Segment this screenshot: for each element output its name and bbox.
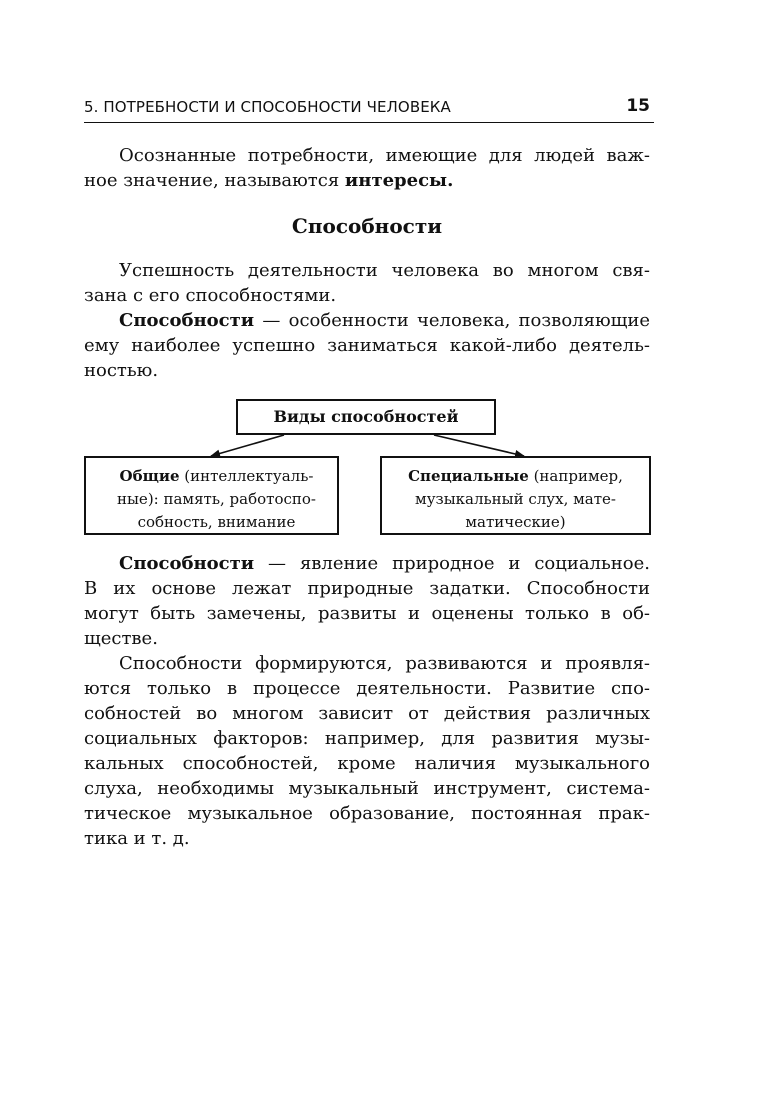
bold-term: интересы. <box>344 170 454 191</box>
diagram-special-box <box>380 456 651 535</box>
text-line: кальных способностей, кроме наличия музыкального <box>84 753 650 774</box>
section-heading: Способности <box>291 214 443 238</box>
diagram-general-box <box>84 456 339 535</box>
arrow-to-special <box>434 435 524 456</box>
text-line: социальных факторов: например, для развития музы- <box>84 728 650 749</box>
box-line: Общие (интеллектуаль- <box>119 467 314 485</box>
box-line: ные): память, работоспо- <box>117 490 316 508</box>
text-line: В их основе лежат природные задатки. Способности <box>84 578 650 599</box>
bold-term: Способности <box>119 553 255 574</box>
text-line: зана с его способностями. <box>84 285 337 306</box>
text-line: тика и т. д. <box>84 828 190 849</box>
book-page <box>84 0 654 1104</box>
box-line: музыкальный слух, мате- <box>415 490 616 508</box>
bold-term: Общие <box>119 467 180 485</box>
arrow-to-general <box>211 435 284 456</box>
text-line: ное значение, называются интересы. <box>84 170 454 191</box>
paragraph-nature <box>84 551 650 651</box>
bold-term: Специальные <box>408 467 529 485</box>
text-line: Способности — явление природное и социальное. <box>119 553 650 574</box>
text-line: ему наиболее успешно заниматься какой-либо деятель- <box>84 335 650 356</box>
text-line: собностей во многом зависит от действия различных <box>84 703 650 724</box>
text-line: ностью. <box>84 360 159 381</box>
page-number: 15 <box>626 96 650 116</box>
text-line: ществе. <box>84 628 158 649</box>
box-line: матические) <box>465 513 566 531</box>
text-line: Способности — особенности человека, позволяющие <box>119 310 650 331</box>
bold-term: Способности <box>119 310 255 331</box>
text-line: Осознанные потребности, имеющие для людей важ- <box>119 145 650 166</box>
box-line: собность, внимание <box>137 513 296 531</box>
chapter-title: 5. ПОТРЕБНОСТИ И СПОСОБНОСТИ ЧЕЛОВЕКА <box>84 98 451 116</box>
box-line: Специальные (например, <box>408 467 623 485</box>
text-line: ются только в процессе деятельности. Развитие спо- <box>84 678 650 699</box>
diagram-root-box: Виды способностей <box>236 399 496 435</box>
paragraph-formation <box>84 651 650 851</box>
text-line: Способности формируются, развиваются и проявля- <box>119 653 650 674</box>
text-line: Успешность деятельности человека во многом свя- <box>119 260 650 281</box>
text-line: могут быть замечены, развиты и оценены только в об- <box>84 603 650 624</box>
text-line: тическое музыкальное образование, постоянная прак- <box>84 803 650 824</box>
text-line: слуха, необходимы музыкальный инструмент, система- <box>84 778 650 799</box>
